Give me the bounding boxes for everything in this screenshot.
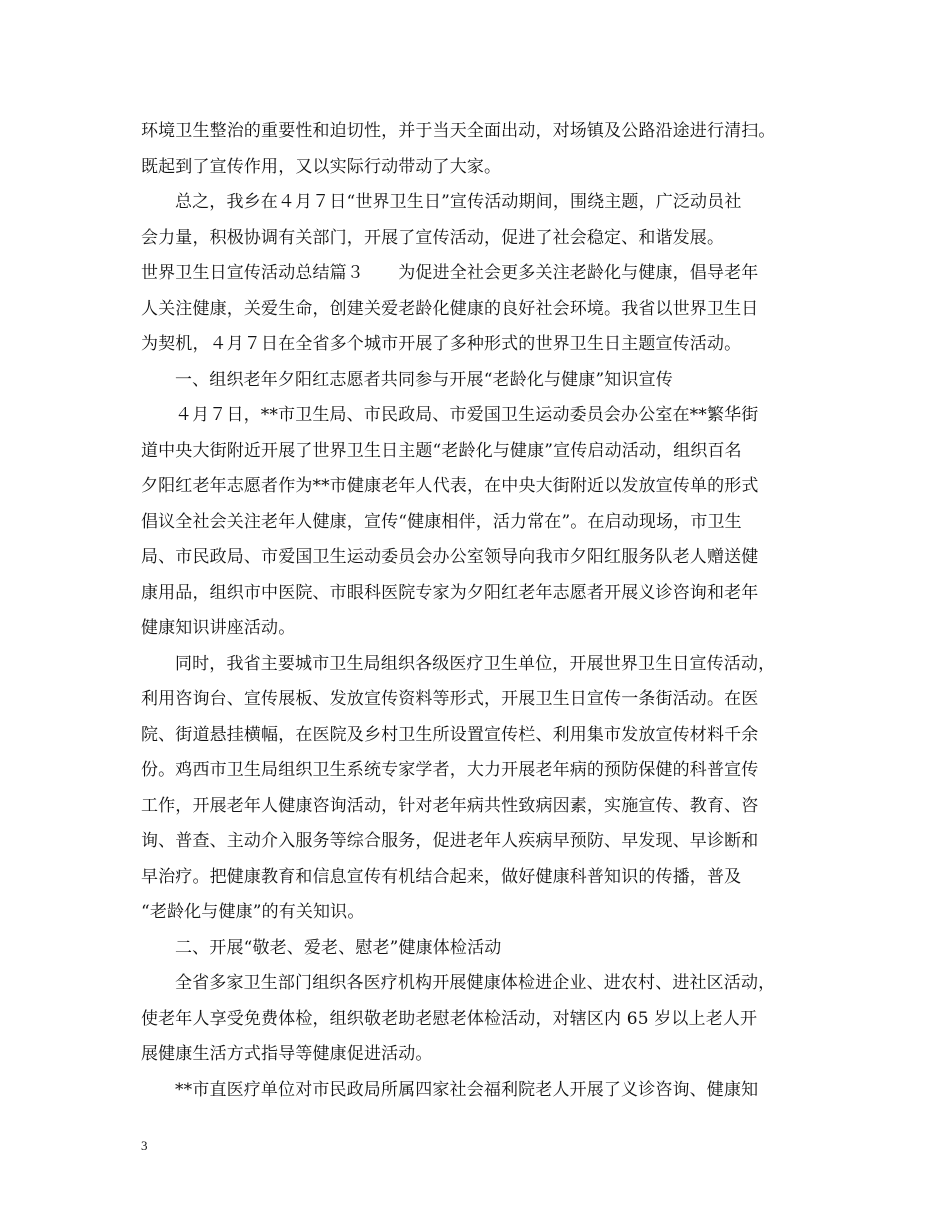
text-line: 环境卫生整治的重要性和迫切性，并于当天全面出动，对场镇及公路沿途进行清扫。 bbox=[141, 121, 776, 141]
text-line: 全省多家卫生部门组织各医疗机构开展健康体检进企业、进农村、进社区活动， bbox=[175, 973, 776, 993]
text-line: 健康知识讲座活动。 bbox=[141, 618, 296, 638]
text-line: 夕阳红老年志愿者作为**市健康老年人代表，在中央大街附近以发放宣传单的形式 bbox=[141, 476, 759, 496]
text-line: “老龄化与健康”的有关知识。 bbox=[141, 902, 365, 922]
text-line: 倡议全社会关注老年人健康，宣传“健康相伴，活力常在”。在启动现场，市卫生 bbox=[141, 511, 742, 532]
text-line: 展健康生活方式指导等健康促进活动。 bbox=[141, 1044, 433, 1064]
text-line: 人关注健康，关爱生命，创建关爱老龄化健康的良好社会环境。我省以世界卫生日 bbox=[141, 298, 759, 319]
page-number: 3 bbox=[141, 1138, 148, 1153]
text-line: 院、街道悬挂横幅，在医院及乡村卫生所设置宣传栏、利用集市发放宣传材料千余 bbox=[141, 724, 759, 745]
text-line: 使老年人享受免费体检，组织敬老助老慰老体检活动，对辖区内 65 岁以上老人开 bbox=[141, 1008, 758, 1029]
text-line: 总之，我乡在４月７日“世界卫生日”宣传活动期间，围绕主题，广泛动员社 bbox=[175, 192, 742, 212]
text-line: 世界卫生日宣传活动总结篇３ 为促进全社会更多关注老龄化与健康，倡导老年 bbox=[141, 263, 759, 283]
text-line: 份。鸡西市卫生局组织卫生系统专家学者，大力开展老年病的预防保健的科普宣传 bbox=[141, 760, 759, 780]
body-text bbox=[141, 114, 817, 1108]
text-line: 利用咨询台、宣传展板、发放宣传资料等形式，开展卫生日宣传一条街活动。在医 bbox=[141, 689, 759, 709]
text-line: 会力量，积极协调有关部门，开展了宣传活动，促进了社会稳定、和谐发展。 bbox=[141, 227, 725, 248]
text-line: 工作，开展老年人健康咨询活动，针对老年病共性致病因素，实施宣传、教育、咨 bbox=[141, 795, 759, 816]
text-line: 道中央大街附近开展了世界卫生日主题“老龄化与健康”宣传启动活动，组织百名 bbox=[141, 440, 742, 461]
text-line: 同时，我省主要城市卫生局组织各级医疗卫生单位，开展世界卫生日宣传活动， bbox=[175, 653, 776, 674]
text-line: 询、普查、主动介入服务等综合服务，促进老年人疾病早预防、早发现、早诊断和 bbox=[141, 831, 759, 851]
text-line: 二、开展“敬老、爱老、慰老”健康体检活动 bbox=[175, 937, 502, 958]
text-line: 康用品，组织市中医院、市眼科医院专家为夕阳红老年志愿者开展义诊咨询和老年 bbox=[141, 582, 759, 603]
text-line: 早治疗。把健康教育和信息宣传有机结合起来，做好健康科普知识的传播，普及 bbox=[141, 866, 742, 887]
text-line: 局、市民政局、市爱国卫生运动委员会办公室领导向我市夕阳红服务队老人赠送健 bbox=[141, 547, 759, 567]
text-line: 为契机，４月７日在全省多个城市开展了多种形式的世界卫生日主题宣传活动。 bbox=[141, 334, 742, 354]
text-line: ４月７日，**市卫生局、市民政局、市爱国卫生运动委员会办公室在**繁华街 bbox=[175, 405, 759, 425]
text-line: 一、组织老年夕阳红志愿者共同参与开展“老龄化与健康”知识宣传 bbox=[175, 369, 673, 390]
text-line: **市直医疗单位对市民政局所属四家社会福利院老人开展了义诊咨询、健康知 bbox=[175, 1079, 759, 1100]
text-line: 既起到了宣传作用，又以实际行动带动了大家。 bbox=[141, 156, 502, 177]
